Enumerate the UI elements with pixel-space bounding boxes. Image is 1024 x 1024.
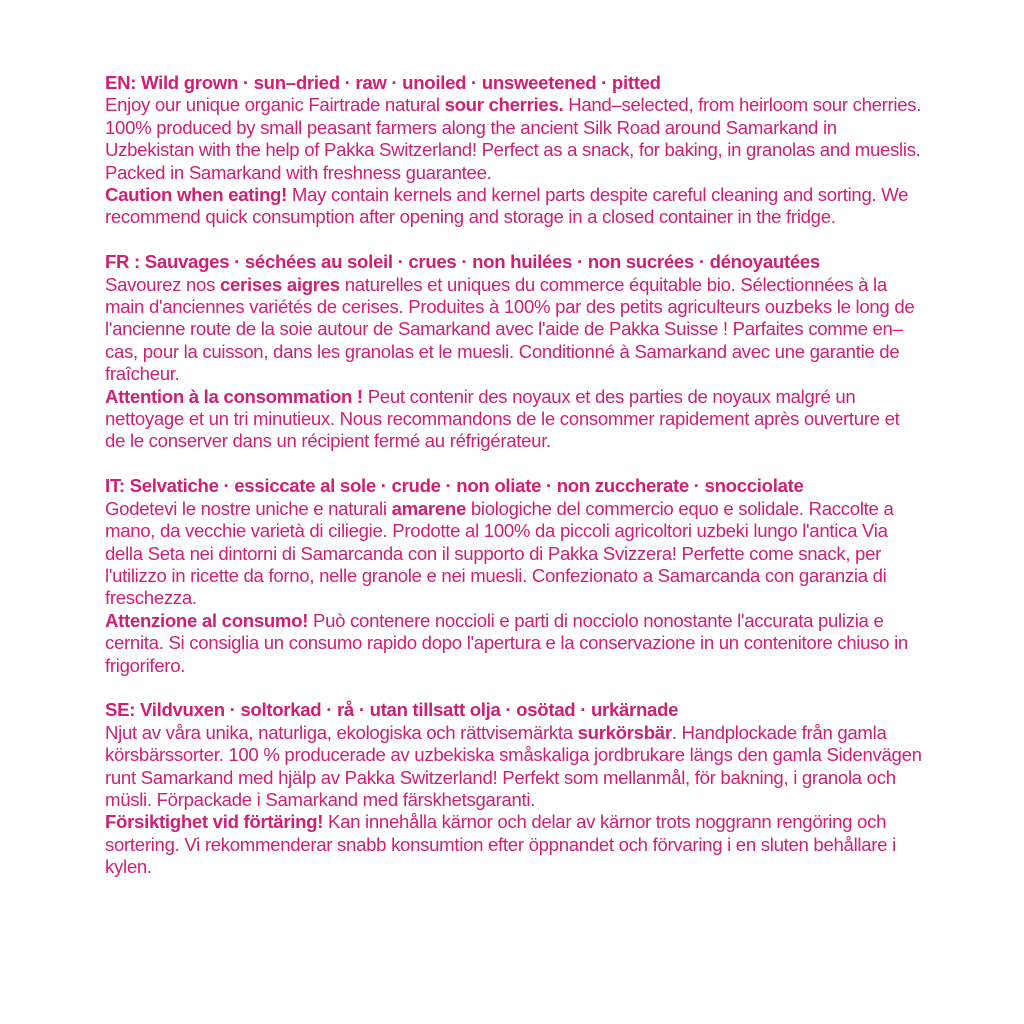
text-run: . Handplockade från gamla körsbärssorter. 100 % producerade av uzbekiska småskaliga jordbrukare längs den gamla Sidenvägen runt Samarkand med hjälp av Pakka Switzerland! Perfekt som mellanmål, för bakning, i granola och müsli. Förpackade i Samarkand med färskhetsgaranti. bbox=[105, 721, 922, 810]
section-heading-se: SE: Vildvuxen · soltorkad · rå · utan tillsatt olja · osötad · urkärnade bbox=[105, 699, 679, 721]
paragraph bbox=[105, 94, 923, 184]
bold-text-run: sour cherries. bbox=[444, 94, 564, 116]
text-run: Peut contenir des noyaux et des parties de noyaux malgré un nettoyage et un tri minutieux. Nous recommandons de le consommer rapidement après ouverture et de le conserver dans un récipient fermé au réfrigérateur. bbox=[105, 385, 900, 452]
text-run: Hand–selected, from heirloom sour cherries. 100% produced by small peasant farmers along the ancient Silk Road around Samarkand in Uzbekistan with the help of Pakka Switzerland! Perfect as a snack, for baking, in granolas and mueslis. Packed in Samarkand with freshness guarantee. bbox=[105, 94, 922, 183]
section-heading-fr: FR : Sauvages · séchées au soleil · crues · non huilées · non sucrées · dénoyautées bbox=[105, 251, 820, 273]
paragraph bbox=[105, 610, 923, 677]
text-run: May contain kernels and kernel parts despite careful cleaning and sorting. We recommend quick consumption after opening and storage in a closed container in the fridge. bbox=[105, 184, 909, 228]
text-run: Kan innehålla kärnor och delar av kärnor trots noggrann rengöring och sortering. Vi rekommenderar snabb konsumtion efter öppnandet och förvaring i en sluten behållare i kylen. bbox=[105, 811, 896, 878]
bold-text-run: Caution when eating! bbox=[105, 184, 287, 206]
section-heading-en: EN: Wild grown · sun–dried · raw · unoiled · unsweetened · pitted bbox=[105, 72, 661, 93]
paragraph bbox=[105, 811, 923, 878]
section-heading-it: IT: Selvatiche · essiccate al sole · crude · non oliate · non zuccherate · snocciolate bbox=[105, 475, 804, 497]
bold-text-run: Attention à la consommation ! bbox=[105, 385, 363, 407]
bold-text-run: Attenzione al consumo! bbox=[105, 609, 309, 631]
paragraph bbox=[105, 274, 923, 386]
paragraph bbox=[105, 722, 923, 812]
text-run: Savourez nos bbox=[105, 273, 220, 295]
paragraph bbox=[105, 184, 923, 229]
text-run: Può contenere noccioli e parti di nocciolo nonostante l'accurata pulizia e cernita. Si consiglia un consumo rapido dopo l'apertura e la conservazione in un contenitore chiuso in frigorifero. bbox=[105, 609, 908, 676]
text-run: Godetevi le nostre uniche e naturali bbox=[105, 497, 392, 519]
text-run: naturelles et uniques du commerce équitable bio. Sélectionnées à la main d'anciennes variétés de cerises. Produites à 100% par des petits agriculteurs ouzbeks le long de l'ancienne route de la soie autour de Samarkand avec l'aide de Pakka Suisse ! Parfaites comme en–cas, pour la cuisson, dans les granolas et le muesli. Conditionné à Samarkand avec une garantie de fraîcheur. bbox=[105, 273, 915, 385]
bold-text-run: Försiktighet vid förtäring! bbox=[105, 811, 324, 833]
bold-text-run: cerises aigres bbox=[219, 273, 340, 295]
text-run: biologiche del commercio equo e solidale. Raccolte a mano, da vecchie varietà di ciliegie. Prodotte al 100% da piccoli agricoltori uzbeki lungo l'antica Via della Seta nei dintorni di Samarcanda con il supporto di Pakka Svizzera! Perfette come snack, per l'utilizzo in ricette da forno, nelle granole e nei muesli. Confezionato a Samarcanda con garanzia di freschezza. bbox=[105, 497, 894, 609]
section-fr bbox=[105, 251, 923, 453]
bold-text-run: amarene bbox=[391, 497, 466, 519]
section-se bbox=[105, 699, 923, 878]
label-text bbox=[105, 72, 923, 879]
paragraph bbox=[105, 498, 923, 610]
text-run: Enjoy our unique organic Fairtrade natural bbox=[105, 94, 445, 116]
bold-text-run: surkörsbär bbox=[577, 721, 672, 743]
text-run: Njut av våra unika, naturliga, ekologiska och rättvisemärkta bbox=[105, 721, 578, 743]
section-it bbox=[105, 475, 923, 677]
section-en bbox=[105, 72, 923, 229]
paragraph bbox=[105, 386, 923, 453]
